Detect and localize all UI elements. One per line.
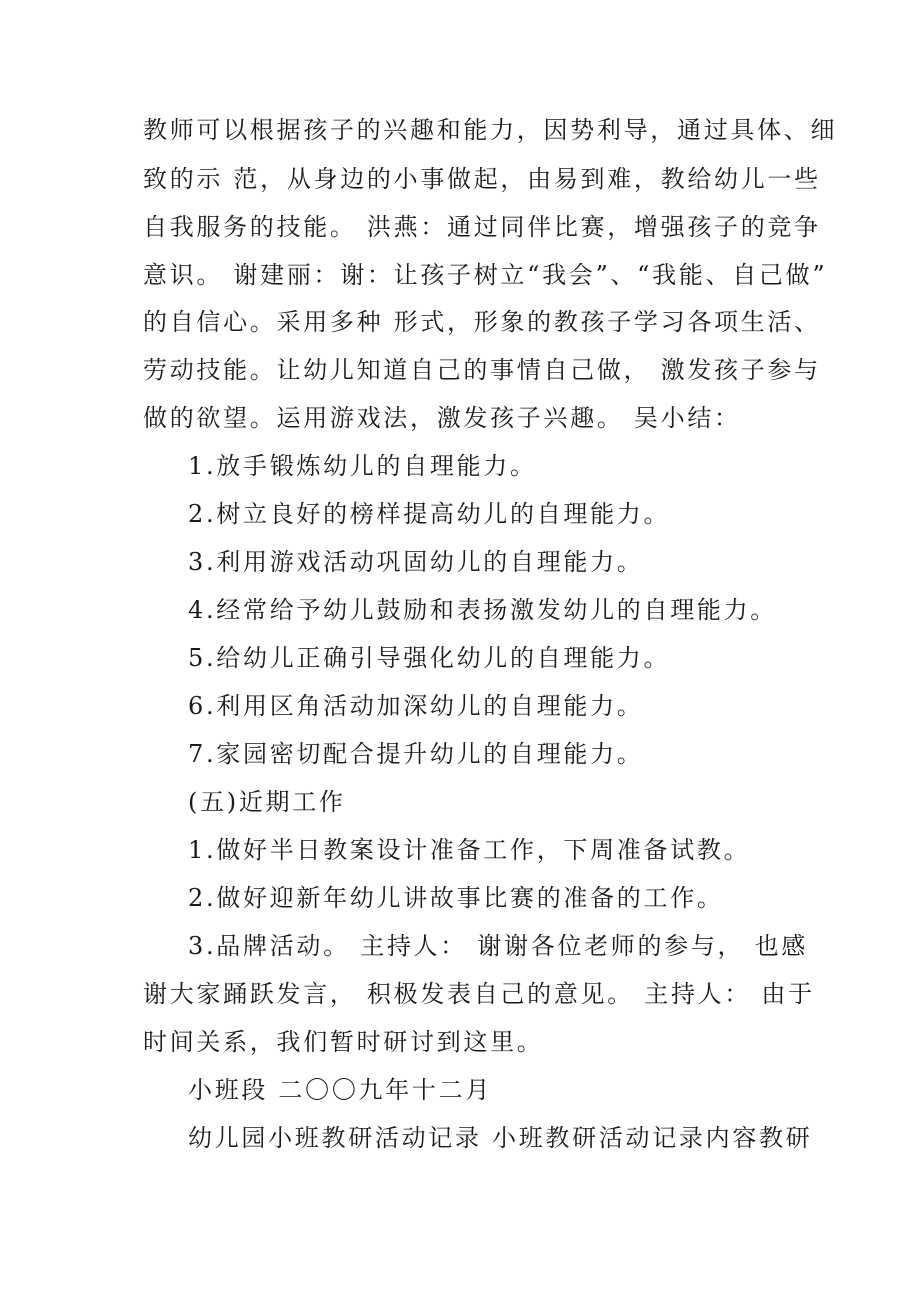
list-item: 3.利用游戏活动巩固幼儿的自理能力。	[188, 548, 644, 576]
text-line: 自我服务的技能。 洪燕：通过同伴比赛，增强孩子的竞争	[143, 213, 821, 241]
list-item: 5.给幼儿正确引导强化幼儿的自理能力。	[188, 644, 671, 672]
text-line: 意识。 谢建丽：谢：让孩子树立“我会”、“我能、自己做”	[143, 261, 828, 289]
list-item: 2.树立良好的榜样提高幼儿的自理能力。	[188, 500, 671, 528]
text-line: 谢大家踊跃发言， 积极发表自己的意见。 主持人： 由于	[143, 980, 815, 1008]
text-line: 劳动技能。让幼儿知道自己的事情自己做， 激发孩子参与	[143, 356, 821, 384]
list-item: 1.做好半日教案设计准备工作，下周准备试教。	[188, 836, 751, 864]
text-line: 教师可以根据孩子的兴趣和能力，因势利导，通过具体、细	[143, 116, 838, 144]
text-line: 的自信心。采用多种 形式，形象的教孩子学习各项生活、	[143, 308, 821, 336]
text-line: 做的欲望。运用游戏法，激发孩子兴趣。 吴小结：	[143, 404, 741, 432]
section-heading: (五)近期工作	[188, 788, 346, 816]
list-item: 4.经常给予幼儿鼓励和表扬激发幼儿的自理能力。	[188, 596, 777, 624]
text-line: 致的示 范，从身边的小事做起，由易到难，教给幼儿一些	[143, 165, 821, 193]
text-line: 幼儿园小班教研活动记录 小班教研活动记录内容教研	[188, 1124, 813, 1152]
text-line: 时间关系，我们暂时研讨到这里。	[143, 1028, 544, 1056]
list-item: 7.家园密切配合提升幼儿的自理能力。	[188, 740, 644, 768]
list-item: 1.放手锻炼幼儿的自理能力。	[188, 452, 537, 480]
list-item: 2.做好迎新年幼儿讲故事比赛的准备的工作。	[188, 884, 724, 912]
list-item: 6.利用区角活动加深幼儿的自理能力。	[188, 692, 644, 720]
date-line: 小班段 二〇〇九年十二月	[188, 1076, 493, 1104]
list-item: 3.品牌活动。 主持人： 谢谢各位老师的参与， 也感	[188, 932, 808, 960]
